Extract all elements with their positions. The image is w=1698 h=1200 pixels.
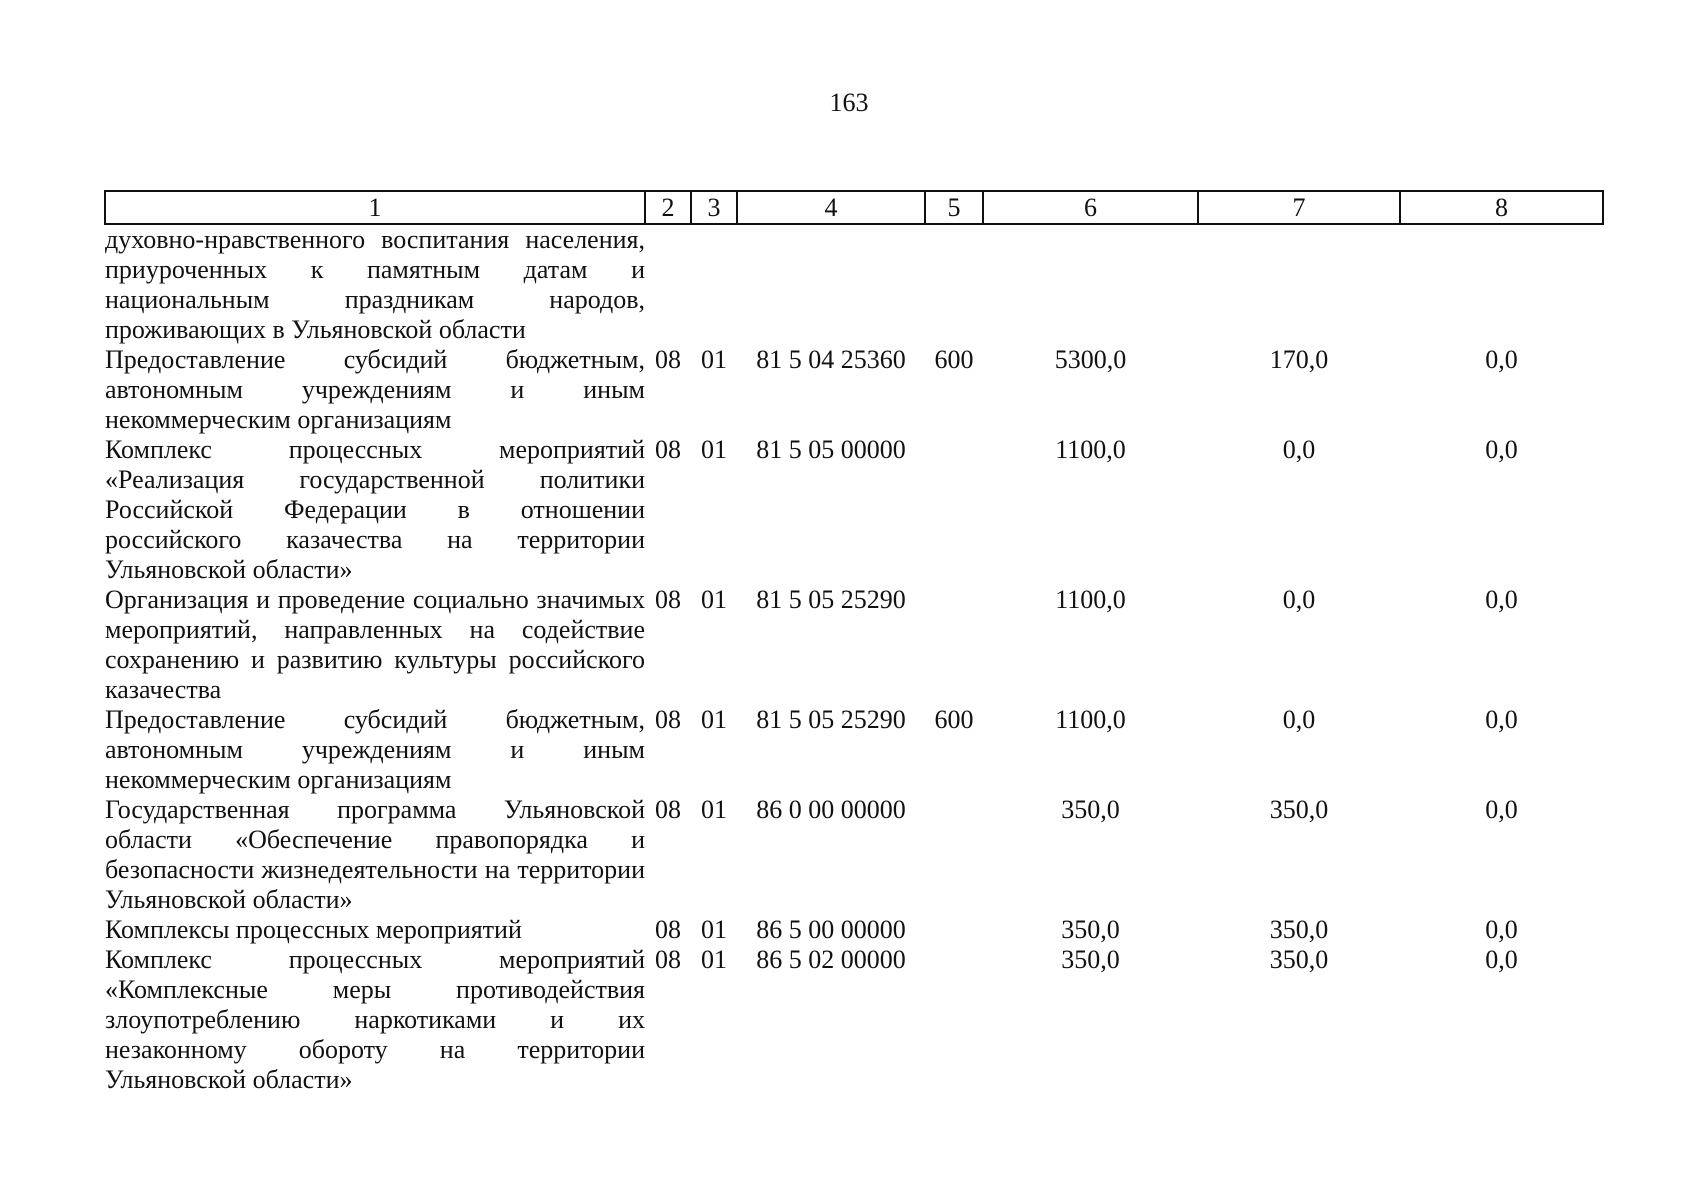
cell-target-article: 81 5 05 25290 — [756, 705, 906, 734]
table-header-row — [105, 191, 1603, 224]
row-name: Организация и проведение социально значимых мероприятий, направленных на содействие сохранению и развитию культуры российского казачества — [105, 585, 645, 704]
cell-target-article: 81 5 05 25290 — [756, 585, 906, 614]
cell-amount-6: 1100,0 — [1055, 705, 1126, 734]
cell-amount-7: 170,0 — [1269, 345, 1329, 374]
column-header-4: 4 — [737, 191, 925, 224]
cell-target-article: 86 0 00 00000 — [756, 795, 906, 824]
cell-section: 08 — [655, 435, 681, 464]
table-row — [105, 705, 1603, 795]
cell-expense-type — [925, 435, 983, 585]
cell-subsection — [691, 224, 737, 345]
table-row — [105, 585, 1603, 705]
cell-expense-type — [925, 915, 983, 945]
cell-section — [645, 224, 691, 345]
cell-amount-8: 0,0 — [1485, 795, 1518, 824]
cell-amount-7: 0,0 — [1282, 585, 1316, 614]
cell-subsection: 01 — [701, 795, 727, 824]
cell-target-article: 86 5 00 00000 — [756, 915, 906, 944]
cell-amount-6 — [983, 224, 1198, 345]
cell-amount-8: 0,0 — [1485, 345, 1518, 374]
column-header-7: 7 — [1198, 191, 1400, 224]
cell-subsection: 01 — [701, 345, 727, 374]
row-name: Государственная программа Ульяновской области «Обеспечение правопорядка и безопасности жизнедеятельности на территории Ульяновской области» — [105, 795, 645, 914]
cell-expense-type — [925, 585, 983, 705]
cell-amount-7: 350,0 — [1269, 915, 1329, 944]
cell-amount-6: 350,0 — [1061, 915, 1120, 944]
column-header-2: 2 — [645, 191, 691, 224]
column-header-3: 3 — [691, 191, 737, 224]
row-name: Комплексы процессных мероприятий — [105, 915, 522, 944]
cell-amount-8: 0,0 — [1485, 945, 1518, 974]
cell-amount-7: 350,0 — [1269, 795, 1329, 824]
cell-expense-type — [925, 795, 983, 915]
cell-section: 08 — [655, 915, 681, 944]
cell-amount-7: 350,0 — [1269, 945, 1329, 974]
cell-section: 08 — [655, 585, 681, 614]
table-row — [105, 435, 1603, 585]
cell-target-article: 81 5 04 25360 — [756, 345, 906, 374]
budget-table — [104, 190, 1604, 1095]
cell-amount-8: 0,0 — [1485, 705, 1518, 734]
cell-expense-type: 600 — [934, 345, 974, 374]
cell-amount-6: 350,0 — [1061, 945, 1120, 974]
cell-amount-6: 1100,0 — [1055, 585, 1126, 614]
page-number: 163 — [829, 88, 869, 117]
row-name: Предоставление субсидий бюджетным, автономным учреждениям и иным некоммерческим организациям — [105, 705, 645, 794]
table-row — [105, 795, 1603, 915]
cell-amount-6: 5300,0 — [1054, 345, 1127, 374]
cell-expense-type: 600 — [934, 705, 974, 734]
cell-amount-7 — [1198, 224, 1400, 345]
cell-subsection: 01 — [701, 705, 727, 734]
table-row — [105, 945, 1603, 1095]
column-header-8: 8 — [1400, 191, 1603, 224]
row-name: духовно-нравственного воспитания населения, приуроченных к памятным датам и национальным праздникам народов, проживающих в Ульяновской области — [105, 225, 645, 344]
cell-section: 08 — [655, 705, 681, 734]
row-name: Комплекс процессных мероприятий «Комплексные меры противодействия злоупотреблению наркотиками и их незаконному обороту на территории Ульяновской области» — [105, 945, 645, 1094]
cell-subsection: 01 — [701, 585, 727, 614]
column-header-5: 5 — [925, 191, 983, 224]
cell-section: 08 — [655, 345, 681, 374]
row-name: Предоставление субсидий бюджетным, автономным учреждениям и иным некоммерческим организациям — [105, 345, 645, 434]
cell-subsection: 01 — [701, 435, 727, 464]
column-header-6: 6 — [983, 191, 1198, 224]
cell-amount-8 — [1400, 224, 1603, 345]
cell-subsection: 01 — [701, 945, 727, 974]
column-header-1: 1 — [105, 191, 645, 224]
cell-amount-8: 0,0 — [1485, 435, 1518, 464]
cell-section: 08 — [655, 795, 681, 824]
cell-amount-7: 0,0 — [1282, 435, 1316, 464]
cell-target-article: 86 5 02 00000 — [756, 945, 906, 974]
cell-amount-6: 1100,0 — [1055, 435, 1126, 464]
cell-amount-8: 0,0 — [1485, 915, 1518, 944]
cell-amount-7: 0,0 — [1282, 705, 1316, 734]
table-row — [105, 345, 1603, 435]
cell-expense-type — [925, 224, 983, 345]
cell-amount-6: 350,0 — [1061, 795, 1120, 824]
cell-target-article — [737, 224, 925, 345]
table-row — [105, 915, 1603, 945]
cell-subsection: 01 — [701, 915, 727, 944]
cell-section: 08 — [655, 945, 681, 974]
row-name: Комплекс процессных мероприятий «Реализация государственной политики Российской Федерации в отношении российского казачества на территории Ульяновской области» — [105, 435, 645, 584]
cell-target-article: 81 5 05 00000 — [756, 435, 906, 464]
table-row — [105, 224, 1603, 345]
cell-expense-type — [925, 945, 983, 1095]
cell-amount-8: 0,0 — [1485, 585, 1518, 614]
